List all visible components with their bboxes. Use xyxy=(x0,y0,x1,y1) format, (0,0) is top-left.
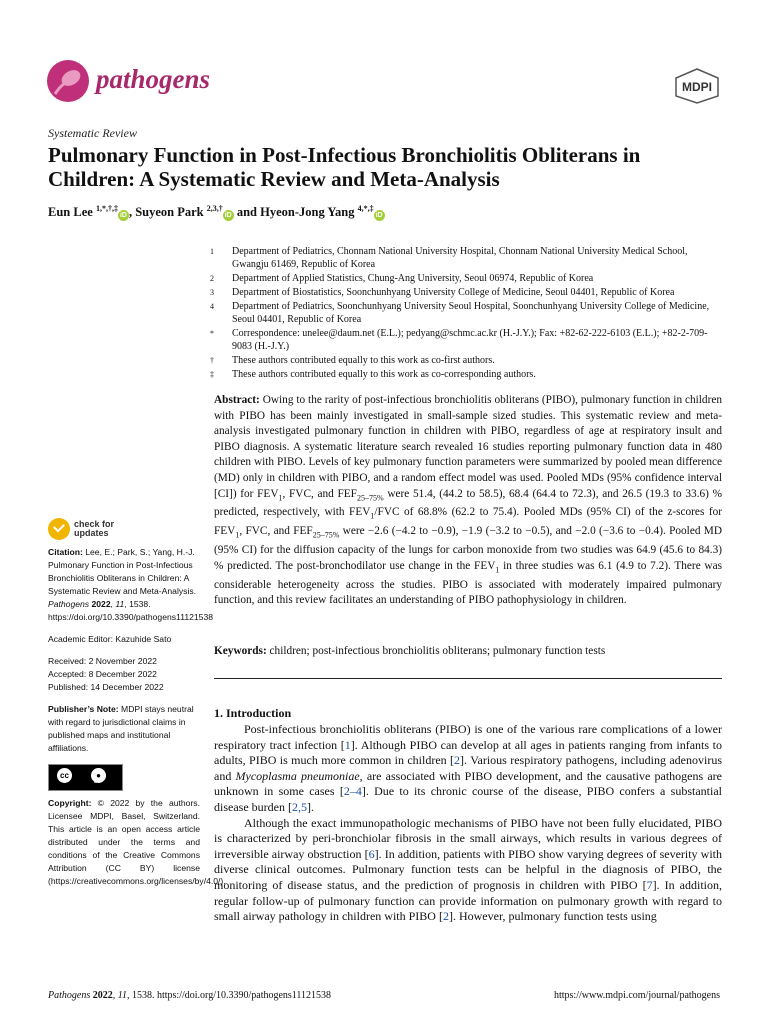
author-name[interactable]: Eun Lee xyxy=(48,205,93,220)
introduction-text: Post-infectious bronchiolitis obliterans (PIBO) is one of the various rare complications of a lower respiratory tract infection [1]. Although PIBO can develop at all ages in patients ranging from infants to adults, PIBO is much more common in children [2]. Various respiratory pathogens, including adenovirus and Mycoplasma pneumoniae, are associated with PIBO development, and the causative pathogens are unknown in some cases [2–4]. Due to its chronic course of the disease, PIBO confers a substantial disease burden [2,5]. Although the exact immunopathologic mechanisms of PIBO have not been fully elucidated, PIBO is characterized by peri-bronchiolar fibrosis in the small airways, which results in various degrees of irreversible airway obstruction [6]. In addition, patients with PIBO show varying degrees of severity with diverse clinical outcomes. Pulmonary function tests can be helpful in the diagnosis of PIBO, the monitoring of disease status, and the prediction of prognosis in children with PIBO [7]. In addition, regular follow-up of pulmonary function can provide information on pulmonary growth with regard to small airway pathology in children with PIBO [2]. However, pulmonary function tests using xyxy=(214,722,722,924)
publisher-note: Publisher’s Note: MDPI stays neutral with regard to jurisdictional claims in published maps and institutional affiliations. xyxy=(48,704,194,753)
academic-editor: Academic Editor: Kazuhide Sato xyxy=(48,634,172,644)
sidebar xyxy=(48,518,226,888)
abstract: Abstract: Owing to the rarity of post-infectious bronchiolitis obliterans (PIBO), pulmonary function in children with PIBO has been mainly investigated in small-sample sized studies. This systematic review and meta-analysis investigated pulmonary function in children with PIBO, regardless of age at respiratory insult and PIBO diagnosis. A systematic literature search revealed 16 studies reporting pulmonary function data in 480 children with PIBO. Levels of key pulmonary function parameters were summarized by pooled mean difference (MD) only in children with PIBO, and a random effect model was used. Pooled MDs (95% confidence interval [CI]) for $FEV_1$, FVC, and $FEF_{25-75\%}$ were 51.4, (44.2 to 58.5), 68.4 (64.4 to 72.3), and 26.5 (19.3 to 33.6) % predicted, respectively, with $FEV_1$/FVC of 68.8% (62.2 to 75.4). Pooled MDs (95% CI) of the z-scores for $FEV_1$, FVC, and $FEF_{25-75\%}$ were −2.6 (−4.2 to −0.9), −1.9 (−3.2 to −0.5), and −2.0 (−3.6 to −0.4). Pooled MD (95% CI) for the diffusion capacity of the lungs for carbon monoxide from two studies was 64.9 (45.6 to 84.3) % predicted. The post-bronchodilator use change in the $FEV_1$ in three studies was 6.1 (4.9 to 7.2). There was considerable heterogeneity across the studies. PIBO is associated with moderately impaired pulmonary function, and this review facilitates an understanding of PIBO pathophysiology in children. xyxy=(214,394,723,607)
author-list: Eun Lee $^{1,*,\dagger,\ddagger}$iD , Suyeon Park $^{2,3,\dagger}$iD and Hyeon-Jong Yang $^{4,*,\ddagger}$iD xyxy=(48,204,383,220)
bacterium-logo xyxy=(47,60,89,102)
copyright: Copyright: © 2022 by the authors. Licensee MDPI, Basel, Switzerland. This article is an open access article distributed under the terms and conditions of the Creative Commons Attribution (CC BY) license (https://creativecommons.org/licenses/by/4.0/). xyxy=(48,798,226,886)
citation-link[interactable]: 2–4 xyxy=(343,784,362,799)
citation-link[interactable]: 1 xyxy=(344,737,351,752)
published-date: Published: 14 December 2022 xyxy=(48,682,164,692)
svg-text:MDPI: MDPI xyxy=(682,80,712,94)
section-heading: 1. Introduction xyxy=(214,706,292,720)
citation-link[interactable]: 2,5 xyxy=(291,799,307,814)
affiliation: 4 Department of Pediatrics, Soonchunhyang University Seoul Hospital, Soonchunhyang University College of Medicine, Seoul 04401, Republic of Korea xyxy=(210,301,710,325)
footnote: ‡ These authors contributed equally to this work as co-corresponding authors. xyxy=(210,369,536,380)
article-title: Pulmonary Function in Post-Infectious Bronchiolitis Obliterans in Children: A Systematic Review and Meta-Analysis xyxy=(48,143,641,191)
citation-link[interactable]: 2 xyxy=(454,753,461,768)
received-date: Received: 2 November 2022 xyxy=(48,656,157,666)
divider xyxy=(214,678,722,679)
keywords: Keywords: children; post-infectious bronchiolitis obliterans; pulmonary function tests xyxy=(214,645,606,657)
citation-link[interactable]: 7 xyxy=(646,877,653,892)
check-for-updates-button[interactable]: check for updates xyxy=(48,518,200,540)
cc-by-license-icon[interactable]: cc ● BY xyxy=(48,764,123,791)
author-name[interactable]: Hyeon-Jong Yang xyxy=(260,205,355,220)
affiliation: 3 Department of Biostatistics, Soonchunhyang University College of Medicine, Seoul 04401, Republic of Korea xyxy=(210,287,675,298)
journal-url-link[interactable]: https://www.mdpi.com/journal/pathogens xyxy=(553,990,720,1001)
citation: Citation: Lee, E.; Park, S.; Yang, H.-J. Pulmonary Function in Post-Infectious Bronchiolitis Obliterans in Children: A Systematic Review and Meta-Analysis. Pathogens 2022, 11, 1538. https://doi.org/10.3390/pathogens11121538 xyxy=(48,547,214,622)
mdpi-logo[interactable] xyxy=(674,68,720,109)
orcid-icon[interactable]: iD xyxy=(375,212,383,220)
correspondence: * Correspondence: unelee@daum.net (E.L.); pedyang@schmc.ac.kr (H.-J.Y.); Fax: +82-62-222-6103 (E.L.); +82-2-709-9083 (H.-J.Y.) xyxy=(210,328,708,352)
footer-citation: Pathogens 2022, 11, 1538. https://doi.org/10.3390/pathogens11121538 xyxy=(48,990,332,1001)
affiliation: 1 Department of Pediatrics, Chonnam National University Hospital, Chonnam National University Medical School, Gwangju 61469, Republic of Korea xyxy=(210,246,688,270)
author-name[interactable]: Suyeon Park xyxy=(135,205,204,220)
citation-link[interactable]: 6 xyxy=(368,846,375,861)
orcid-icon[interactable]: iD xyxy=(224,212,232,220)
journal-name[interactable]: pathogens xyxy=(96,64,211,94)
article-type: Systematic Review xyxy=(48,126,137,140)
affiliation: 2 Department of Applied Statistics, Chung-Ang University, Seoul 06974, Republic of Korea xyxy=(210,273,594,284)
affiliations xyxy=(210,245,726,382)
orcid-icon[interactable]: iD xyxy=(119,212,127,220)
citation-link[interactable]: 2 xyxy=(442,909,449,924)
accepted-date: Accepted: 8 December 2022 xyxy=(48,669,157,679)
footnote: † These authors contributed equally to this work as co-first authors. xyxy=(210,355,495,366)
check-icon xyxy=(48,518,70,540)
